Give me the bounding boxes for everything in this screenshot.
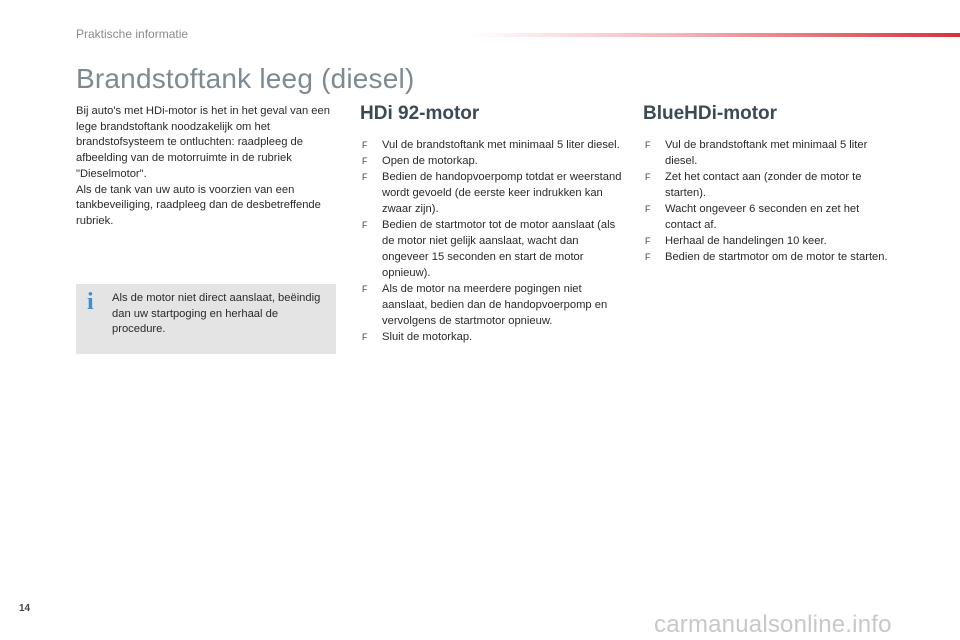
page-title: Brandstoftank leeg (diesel) (76, 63, 415, 94)
bluehdi-step (643, 137, 893, 169)
hdi-step (360, 329, 622, 345)
step-marker-icon: F (362, 140, 368, 150)
intro-text (76, 104, 338, 230)
step-text: Bedien de startmotor tot de motor aanslaat (als de motor niet gelijk aanslaat, wacht dan ongeveer 15 seconden en start de motor opnieuw). (382, 219, 616, 279)
hdi-step (360, 137, 622, 153)
step-marker-icon: F (645, 172, 651, 182)
bluehdi-step (643, 201, 893, 233)
step-text: Sluit de motorkap. (382, 331, 473, 343)
step-text: Wacht ongeveer 6 seconden en zet het contact af. (665, 203, 860, 231)
page-number: 14 (19, 603, 31, 614)
step-text: Zet het contact aan (zonder de motor te starten). (665, 171, 862, 199)
step-text: Herhaal de handelingen 10 keer. (665, 235, 827, 247)
hdi-step (360, 169, 622, 217)
watermark: carmanualsonline.info (654, 611, 892, 638)
step-marker-icon: F (362, 284, 368, 294)
bluehdi-heading: BlueHDi-motor (643, 103, 778, 124)
section-label: Praktische informatie (76, 27, 189, 41)
intro-paragraph-1: Bij auto's met HDi-motor is het in het geval van een lege brandstoftank noodzakelijk om het brandstofsysteem te ontluchten: raadpleeg de afbeelding van de motorruimte in de rubriek "Dieselmotor". (76, 105, 330, 180)
step-text: Open de motorkap. (382, 155, 478, 167)
bluehdi-step (643, 169, 893, 201)
step-text: Als de motor na meerdere pogingen niet aanslaat, bedien dan de handopvoerpomp en vervolgens de startmotor opnieuw. (382, 283, 608, 327)
step-text: Bedien de handopvoerpomp totdat er weerstand wordt gevoeld (de eerste keer indrukken kan zwaar zijn). (382, 171, 622, 215)
bluehdi-steps-list (643, 137, 893, 265)
hdi-heading: HDi 92-motor (360, 103, 480, 124)
hdi-step (360, 217, 622, 281)
info-box-text: Als de motor niet direct aanslaat, beëindig dan uw startpoging en herhaal de procedure. (112, 292, 321, 336)
step-marker-icon: F (362, 156, 368, 166)
bluehdi-step (643, 233, 893, 249)
step-text: Bedien de startmotor om de motor te starten. (665, 251, 888, 263)
hdi-step (360, 153, 622, 169)
step-marker-icon: F (645, 252, 651, 262)
step-marker-icon: F (362, 172, 368, 182)
info-box (76, 284, 336, 354)
header-accent-rule (470, 33, 960, 37)
step-marker-icon: F (645, 140, 651, 150)
step-marker-icon: F (362, 332, 368, 342)
bluehdi-step (643, 249, 893, 265)
hdi-steps-list (360, 137, 622, 345)
step-marker-icon: F (645, 236, 651, 246)
step-text: Vul de brandstoftank met minimaal 5 liter diesel. (382, 139, 620, 151)
intro-paragraph-2: Als de tank van uw auto is voorzien van een tankbeveiliging, raadpleeg dan de desbetreffende rubriek. (76, 183, 321, 227)
step-marker-icon: F (362, 220, 368, 230)
info-icon: i (87, 289, 94, 315)
hdi-step (360, 281, 622, 329)
step-marker-icon: F (645, 204, 651, 214)
step-text: Vul de brandstoftank met minimaal 5 liter diesel. (665, 139, 868, 167)
